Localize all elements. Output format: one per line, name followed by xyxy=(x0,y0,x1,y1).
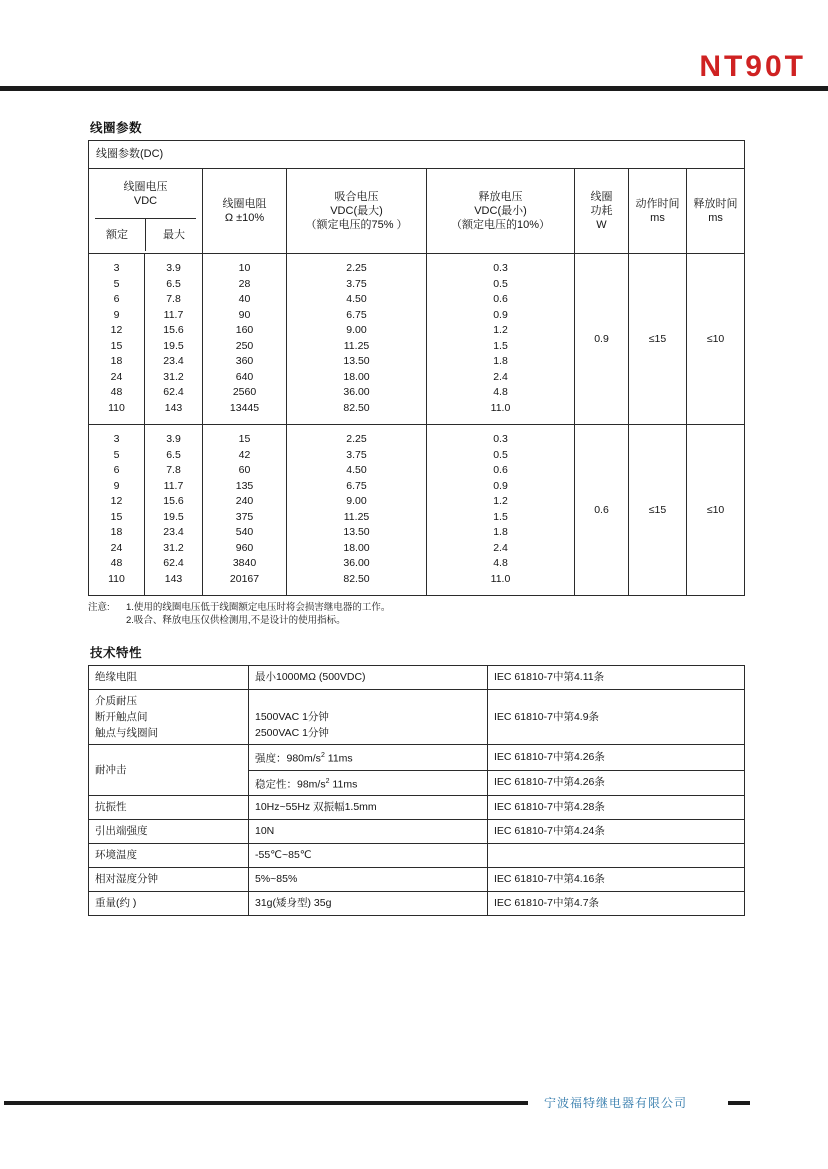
cell-value: 11.25 xyxy=(343,510,370,523)
header-coil-power xyxy=(575,169,629,254)
header-dropout-voltage-label: 释放电压 xyxy=(478,190,523,203)
tech-row-name: 环境温度 xyxy=(89,844,249,868)
shock-stability-post: 11ms xyxy=(329,778,358,790)
cell-value: 82.50 xyxy=(343,401,370,414)
tech-row-value: 10N xyxy=(249,820,488,844)
header-pickup-voltage-unit: VDC(最大) xyxy=(330,204,383,217)
header-operate-time-label: 动作时间 xyxy=(635,197,680,210)
cell-value: 4.50 xyxy=(346,293,367,305)
cell-value: 62.4 xyxy=(163,386,184,398)
cell-value: 375 xyxy=(235,510,254,523)
note-text: 2.吸合、释放电压仅供检测用,不是设计的使用指标。 xyxy=(126,615,346,626)
shock-stability-sup: 2 xyxy=(325,777,330,785)
tech-name-line2: 断开触点间 xyxy=(95,711,148,723)
cell-value: 1.8 xyxy=(493,526,508,538)
coil-column-pickup xyxy=(287,254,427,425)
tech-row-name: 耐冲击 xyxy=(89,745,249,796)
coil-column-max xyxy=(145,425,203,596)
cell-value: 2.25 xyxy=(346,433,367,445)
shock-strength-pre: 强度：980m/s xyxy=(255,752,321,765)
coil-column-rated xyxy=(89,425,145,596)
cell-value: 31.2 xyxy=(163,370,184,383)
cell-value: 18 xyxy=(110,526,123,538)
cell-value: 4.8 xyxy=(493,386,508,398)
cell-value: 15 xyxy=(110,510,123,523)
cell-value: 143 xyxy=(164,401,183,414)
header-dropout-voltage xyxy=(427,169,575,254)
cell-value: 60 xyxy=(238,464,251,476)
cell-value: 0.9 xyxy=(493,479,508,492)
tech-row-standard: IEC 61810-7中第4.7条 xyxy=(488,892,745,916)
cell-value: 960 xyxy=(235,541,254,554)
tech-section xyxy=(88,643,744,916)
cell-value: 0.9 xyxy=(493,308,508,321)
header-divider xyxy=(0,86,828,91)
page-footer xyxy=(0,1094,828,1112)
cell-value: 5 xyxy=(113,448,120,461)
coil-column-max xyxy=(145,254,203,425)
cell-value: 9.00 xyxy=(346,324,367,336)
page-content xyxy=(88,118,744,916)
tech-row-standard: IEC 61810-7中第4.28条 xyxy=(488,796,745,820)
cell-value: 0.5 xyxy=(493,277,508,290)
note-item xyxy=(88,601,744,614)
header-release-time-label: 释放时间 xyxy=(693,197,738,210)
tech-row-name: 相对湿度分钟 xyxy=(89,868,249,892)
cell-value: 19.5 xyxy=(163,510,184,523)
tech-row-standard: IEC 61810-7中第4.24条 xyxy=(488,820,745,844)
table-row xyxy=(89,892,745,916)
release-time-value: ≤10 xyxy=(687,425,745,596)
shock-stability-pre: 稳定性：98m/s xyxy=(255,778,326,790)
note-item xyxy=(88,614,744,627)
release-time-value: ≤10 xyxy=(687,254,745,425)
cell-value: 23.4 xyxy=(163,526,184,538)
cell-value: 20167 xyxy=(229,572,260,585)
coil-section-heading: 线圈参数 xyxy=(90,121,143,135)
tech-name-line1: 介质耐压 xyxy=(95,695,137,707)
cell-value: 9.00 xyxy=(346,495,367,507)
cell-value: 5 xyxy=(113,277,120,290)
header-pickup-voltage-note: （额定电压的75% ） xyxy=(305,219,408,232)
page-header xyxy=(0,0,828,92)
header-dropout-voltage-unit: VDC(最小) xyxy=(474,204,527,217)
cell-value: 6.5 xyxy=(166,277,181,290)
page-title: NT90T xyxy=(699,50,806,83)
cell-value: 3.9 xyxy=(166,433,181,445)
tech-row-name: 绝缘电阻 xyxy=(89,666,249,690)
cell-value: 3.75 xyxy=(346,448,367,461)
cell-value: 11.7 xyxy=(163,308,184,321)
coil-power-value: 0.9 xyxy=(575,254,629,425)
cell-value: 13.50 xyxy=(343,526,370,538)
tech-row-value xyxy=(249,745,488,771)
coil-column-dropout xyxy=(427,425,575,596)
cell-value: 2.4 xyxy=(493,541,508,554)
header-operate-time-unit: ms xyxy=(650,212,665,224)
cell-value: 19.5 xyxy=(163,339,184,352)
header-coil-voltage-label: 线圈电压 xyxy=(123,180,168,193)
header-coil-resistance-unit: Ω ±10% xyxy=(224,212,265,224)
table-row xyxy=(89,868,745,892)
tech-value-line1: 1500VAC 1分钟 xyxy=(255,711,329,723)
coil-table-notes xyxy=(88,601,744,627)
note-indent xyxy=(88,614,126,627)
tech-row-standard: IEC 61810-7中第4.9条 xyxy=(488,690,745,745)
cell-value: 13445 xyxy=(229,401,260,414)
operate-time-value: ≤15 xyxy=(629,254,687,425)
cell-value: 640 xyxy=(235,370,254,383)
cell-value: 31.2 xyxy=(163,541,184,554)
cell-value: 15.6 xyxy=(163,324,184,336)
cell-value: 12 xyxy=(110,495,123,507)
header-max: 最大 xyxy=(163,228,185,241)
coil-table-body xyxy=(89,254,745,596)
cell-value: 24 xyxy=(110,541,123,554)
coil-power-value: 0.6 xyxy=(575,425,629,596)
cell-value: 7.8 xyxy=(166,464,181,476)
table-row xyxy=(89,745,745,771)
cell-value: 3840 xyxy=(232,557,257,569)
header-pickup-voltage-label: 吸合电压 xyxy=(334,190,379,203)
note-text: 1.使用的线圈电压低于线圈额定电压时将会损害继电器的工作。 xyxy=(126,602,391,613)
cell-value: 48 xyxy=(110,386,123,398)
cell-value: 1.5 xyxy=(493,339,508,352)
cell-value: 11.25 xyxy=(343,339,370,352)
cell-value: 82.50 xyxy=(343,572,370,585)
cell-value: 0.6 xyxy=(493,464,508,476)
cell-value: 3.75 xyxy=(346,277,367,290)
tech-row-name: 重量(约 ) xyxy=(89,892,249,916)
header-release-time xyxy=(687,169,745,254)
table-row xyxy=(89,690,745,745)
tech-row-value: 最小1000MΩ (500VDC) xyxy=(249,666,488,690)
cell-value: 42 xyxy=(238,448,251,461)
tech-row-name: 引出端强度 xyxy=(89,820,249,844)
cell-value: 135 xyxy=(235,479,254,492)
coil-column-pickup xyxy=(287,425,427,596)
tech-row-value: 5%~85% xyxy=(249,868,488,892)
cell-value: 15.6 xyxy=(163,495,184,507)
cell-value: 0.5 xyxy=(493,448,508,461)
cell-value: 2.4 xyxy=(493,370,508,383)
cell-value: 48 xyxy=(110,557,123,569)
header-pickup-voltage xyxy=(287,169,427,254)
cell-value: 15 xyxy=(110,339,123,352)
table-header-row xyxy=(89,169,745,254)
notes-label: 注意: xyxy=(88,602,110,613)
cell-value: 15 xyxy=(238,433,251,445)
cell-value: 4.50 xyxy=(346,464,367,476)
coil-column-dropout xyxy=(427,254,575,425)
cell-value: 90 xyxy=(238,308,251,321)
tech-row-value: -55℃~85℃ xyxy=(249,844,488,868)
cell-value: 12 xyxy=(110,324,123,336)
cell-value: 9 xyxy=(113,308,120,321)
coil-data-block xyxy=(89,254,745,425)
header-coil-voltage xyxy=(89,169,203,254)
tech-row-value xyxy=(249,690,488,745)
table-caption-row xyxy=(89,141,745,169)
cell-value: 28 xyxy=(238,277,251,290)
header-coil-voltage-unit: VDC xyxy=(133,194,158,207)
cell-value: 18.00 xyxy=(343,370,370,383)
cell-value: 3 xyxy=(113,433,120,445)
tech-row-standard: IEC 61810-7中第4.26条 xyxy=(488,770,745,796)
header-operate-time xyxy=(629,169,687,254)
cell-value: 110 xyxy=(108,401,125,414)
cell-value: 3.9 xyxy=(166,262,181,274)
cell-value: 0.3 xyxy=(493,262,508,274)
cell-value: 4.8 xyxy=(493,557,508,569)
coil-data-block xyxy=(89,425,745,596)
tech-value-line2: 2500VAC 1分钟 xyxy=(255,727,329,739)
header-dropout-voltage-note: （额定电压的10%） xyxy=(450,219,550,232)
cell-value: 240 xyxy=(235,495,254,507)
tech-row-standard xyxy=(488,844,745,868)
cell-value: 250 xyxy=(235,339,254,352)
cell-value: 62.4 xyxy=(163,557,184,569)
cell-value: 18 xyxy=(110,355,123,367)
shock-strength-sup: 2 xyxy=(320,752,325,759)
header-coil-resistance-label: 线圈电阻 xyxy=(222,197,267,210)
cell-value: 36.00 xyxy=(343,557,370,569)
cell-value: 6.75 xyxy=(346,479,367,492)
cell-value: 6.5 xyxy=(166,448,181,461)
cell-value: 1.8 xyxy=(493,355,508,367)
coil-table-caption: 线圈参数(DC) xyxy=(89,141,745,169)
shock-strength-post: 11ms xyxy=(324,752,353,765)
cell-value: 2.25 xyxy=(346,262,367,274)
cell-value: 3 xyxy=(113,262,120,274)
header-coil-resistance xyxy=(203,169,287,254)
cell-value: 13.50 xyxy=(343,355,370,367)
tech-row-standard: IEC 61810-7中第4.11条 xyxy=(488,666,745,690)
cell-value: 143 xyxy=(164,572,183,585)
tech-row-name: 抗振性 xyxy=(89,796,249,820)
table-row xyxy=(89,796,745,820)
cell-value: 6 xyxy=(113,464,120,476)
cell-value: 11.0 xyxy=(490,401,511,414)
cell-value: 1.5 xyxy=(493,510,508,523)
footer-rule-left xyxy=(4,1101,528,1105)
footer-rule-right xyxy=(728,1101,750,1105)
coil-parameters-table xyxy=(88,140,745,596)
cell-value: 11.0 xyxy=(490,572,511,585)
cell-value: 36.00 xyxy=(343,386,370,398)
coil-column-resistance xyxy=(203,425,287,596)
operate-time-value: ≤15 xyxy=(629,425,687,596)
cell-value: 6 xyxy=(113,293,120,305)
tech-row-value xyxy=(249,770,488,796)
table-row xyxy=(89,844,745,868)
footer-company-name: 宁波福特继电器有限公司 xyxy=(544,1096,688,1110)
table-row xyxy=(89,820,745,844)
header-coil-power-unit: W xyxy=(596,219,607,232)
header-coil-power-label1: 线圈 xyxy=(590,190,613,203)
cell-value: 1.2 xyxy=(493,324,508,336)
table-row xyxy=(89,666,745,690)
cell-value: 160 xyxy=(235,324,254,336)
cell-value: 7.8 xyxy=(166,293,181,305)
cell-value: 6.75 xyxy=(346,308,367,321)
cell-value: 11.7 xyxy=(163,479,184,492)
header-coil-power-label2: 功耗 xyxy=(590,204,613,217)
cell-value: 2560 xyxy=(232,386,257,398)
tech-row-name xyxy=(89,690,249,745)
cell-value: 0.6 xyxy=(493,293,508,305)
cell-value: 23.4 xyxy=(163,355,184,367)
coil-column-rated xyxy=(89,254,145,425)
header-rated: 额定 xyxy=(89,219,146,251)
cell-value: 40 xyxy=(238,293,251,305)
tech-row-value: 31g(矮身型) 35g xyxy=(249,892,488,916)
cell-value: 9 xyxy=(113,479,120,492)
technical-characteristics-table xyxy=(88,665,745,916)
tech-row-standard: IEC 61810-7中第4.26条 xyxy=(488,745,745,771)
cell-value: 540 xyxy=(235,526,254,538)
tech-name-line3: 触点与线圈间 xyxy=(95,727,158,739)
cell-value: 360 xyxy=(235,355,254,367)
cell-value: 1.2 xyxy=(493,495,508,507)
tech-section-heading: 技术特性 xyxy=(90,646,143,660)
cell-value: 10 xyxy=(238,262,251,274)
cell-value: 110 xyxy=(108,572,125,585)
cell-value: 0.3 xyxy=(493,433,508,445)
tech-row-standard: IEC 61810-7中第4.16条 xyxy=(488,868,745,892)
header-release-time-unit: ms xyxy=(708,212,723,224)
coil-column-resistance xyxy=(203,254,287,425)
cell-value: 24 xyxy=(110,370,123,383)
cell-value: 18.00 xyxy=(343,541,370,554)
tech-row-value: 10Hz~55Hz 双振幅1.5mm xyxy=(249,796,488,820)
